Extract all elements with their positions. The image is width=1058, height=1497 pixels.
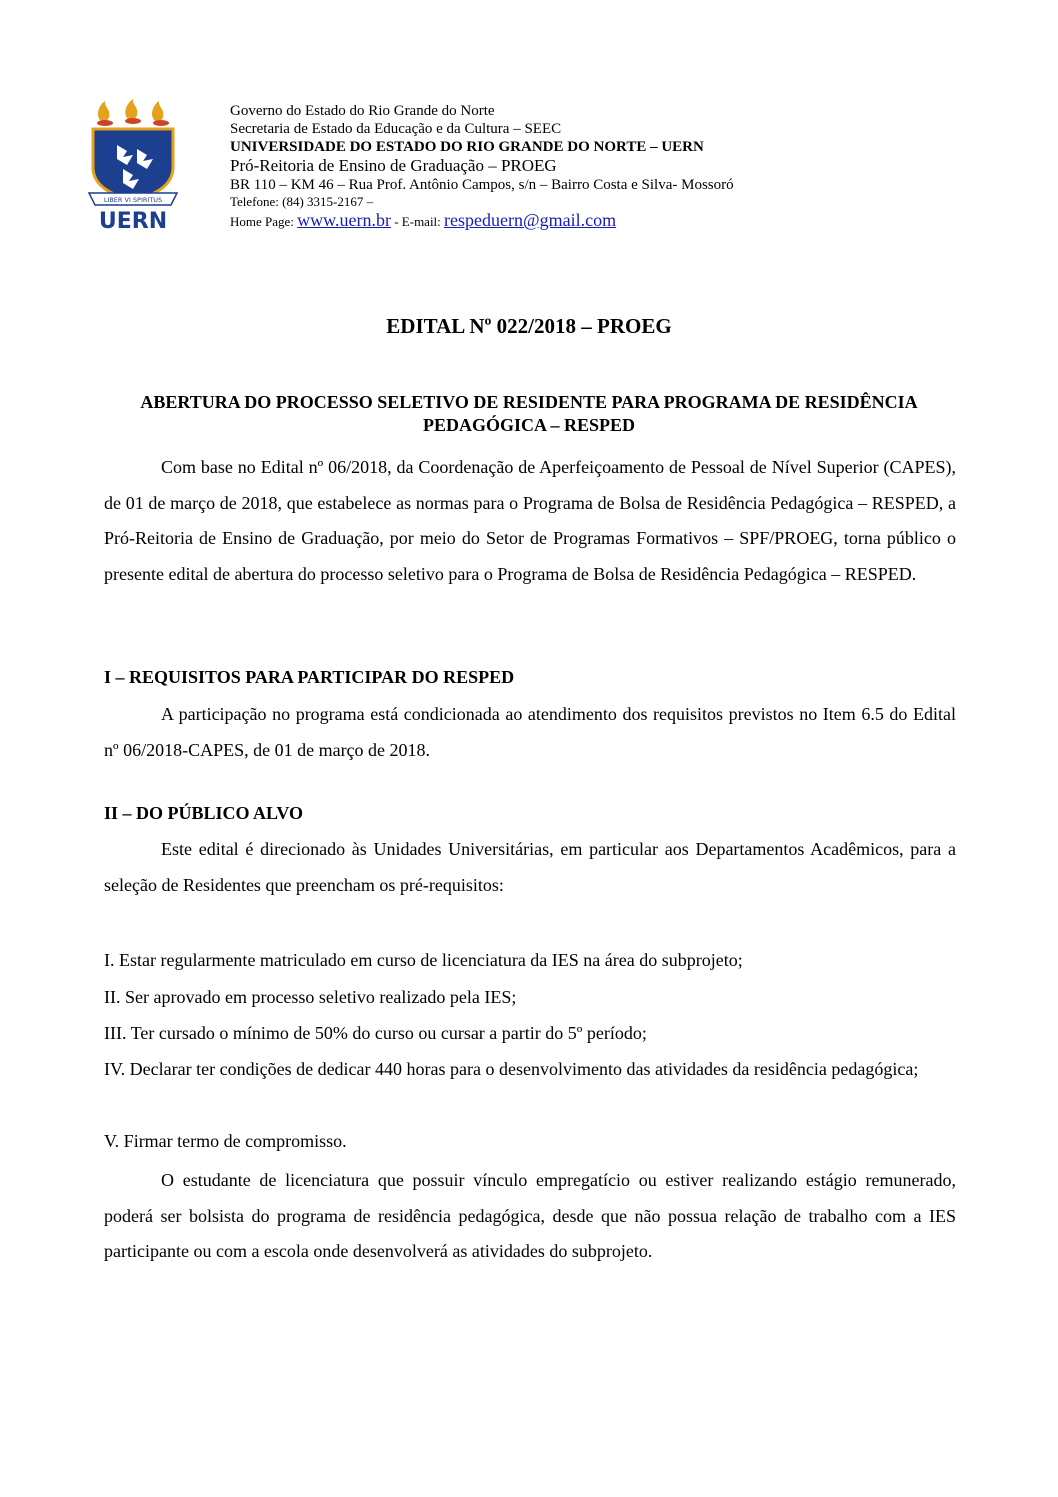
requirement-item: I. Estar regularmente matriculado em curso de licenciatura da IES na área do subprojeto; <box>104 950 743 970</box>
letterhead <box>230 102 734 232</box>
logo-motto: LIBER VI SPIRITUS <box>103 196 163 204</box>
requirement-item: II. Ser aprovado em processo seletivo realizado pela IES; <box>104 987 517 1007</box>
proeg-line: Pró-Reitoria de Ensino de Graduação – PROEG <box>230 156 557 175</box>
uern-logo <box>87 97 179 233</box>
section-2-paragraph: Este edital é direcionado às Unidades Universitárias, em particular aos Departamentos Acadêmicos, para a seleção de Residentes que preencham os pré-requisitos: <box>104 839 956 895</box>
requirement-item: V. Firmar termo de compromisso. <box>104 1131 347 1151</box>
phone-line: Telefone: (84) 3315-2167 – <box>230 194 374 210</box>
government-line: Governo do Estado do Rio Grande do Norte <box>230 103 495 119</box>
requirement-item: IV. Declarar ter condições de dedicar 440 horas para o desenvolvimento das atividades da residência pedagógica; <box>104 1059 919 1079</box>
homepage-link[interactable]: www.uern.br <box>297 209 391 230</box>
homepage-label: Home Page: <box>230 213 298 229</box>
logo-wordmark: UERN <box>98 209 168 233</box>
document-subtitle: ABERTURA DO PROCESSO SELETIVO DE RESIDENTE PARA PROGRAMA DE RESIDÊNCIA PEDAGÓGICA – RESPED <box>140 392 918 436</box>
document-title: EDITAL Nº 022/2018 – PROEG <box>386 314 672 338</box>
email-link[interactable]: respeduern@gmail.com <box>444 209 617 230</box>
shield-icon <box>93 129 173 201</box>
section-1-heading: I – REQUISITOS PARA PARTICIPAR DO RESPED <box>104 667 515 687</box>
intro-paragraph: Com base no Edital nº 06/2018, da Coordenação de Aperfeiçoamento de Pessoal de Nível Superior (CAPES), de 01 de março de 2018, que estabelece as normas para o Programa de Bolsa de Residência Pedagógica – RESPED, a Pró-Reitoria de Ensino de Graduação, por meio do Setor de Programas Formativos – SPF/PROEG, torna público o presente edital de abertura do processo seletivo para o Programa de Bolsa de Residência Pedagógica – RESPED. <box>104 457 956 584</box>
requirement-item: III. Ter cursado o mínimo de 50% do curso ou cursar a partir do 5º período; <box>104 1023 647 1043</box>
closing-paragraph: O estudante de licenciatura que possuir vínculo empregatício ou estiver realizando estágio remunerado, poderá ser bolsista do programa de residência pedagógica, desde que não possua relação de trabalho com a IES participante ou com a escola onde desenvolverá as atividades do subprojeto. <box>104 1170 956 1261</box>
secretariat-line: Secretaria de Estado da Educação e da Cultura – SEEC <box>230 121 562 137</box>
university-line: UNIVERSIDADE DO ESTADO DO RIO GRANDE DO NORTE – UERN <box>230 139 704 155</box>
address-line: BR 110 – KM 46 – Rua Prof. Antônio Campos, s/n – Bairro Costa e Silva- Mossoró <box>230 177 734 194</box>
torch-flames-icon <box>97 99 169 126</box>
section-1-paragraph: A participação no programa está condicionada ao atendimento dos requisitos previstos no Item 6.5 do Edital nº 06/2018-CAPES, de 01 de março de 2018. <box>104 704 956 760</box>
contact-line <box>230 210 734 232</box>
email-label: - E-mail: <box>390 213 445 229</box>
section-2-heading: II – DO PÚBLICO ALVO <box>104 803 304 823</box>
